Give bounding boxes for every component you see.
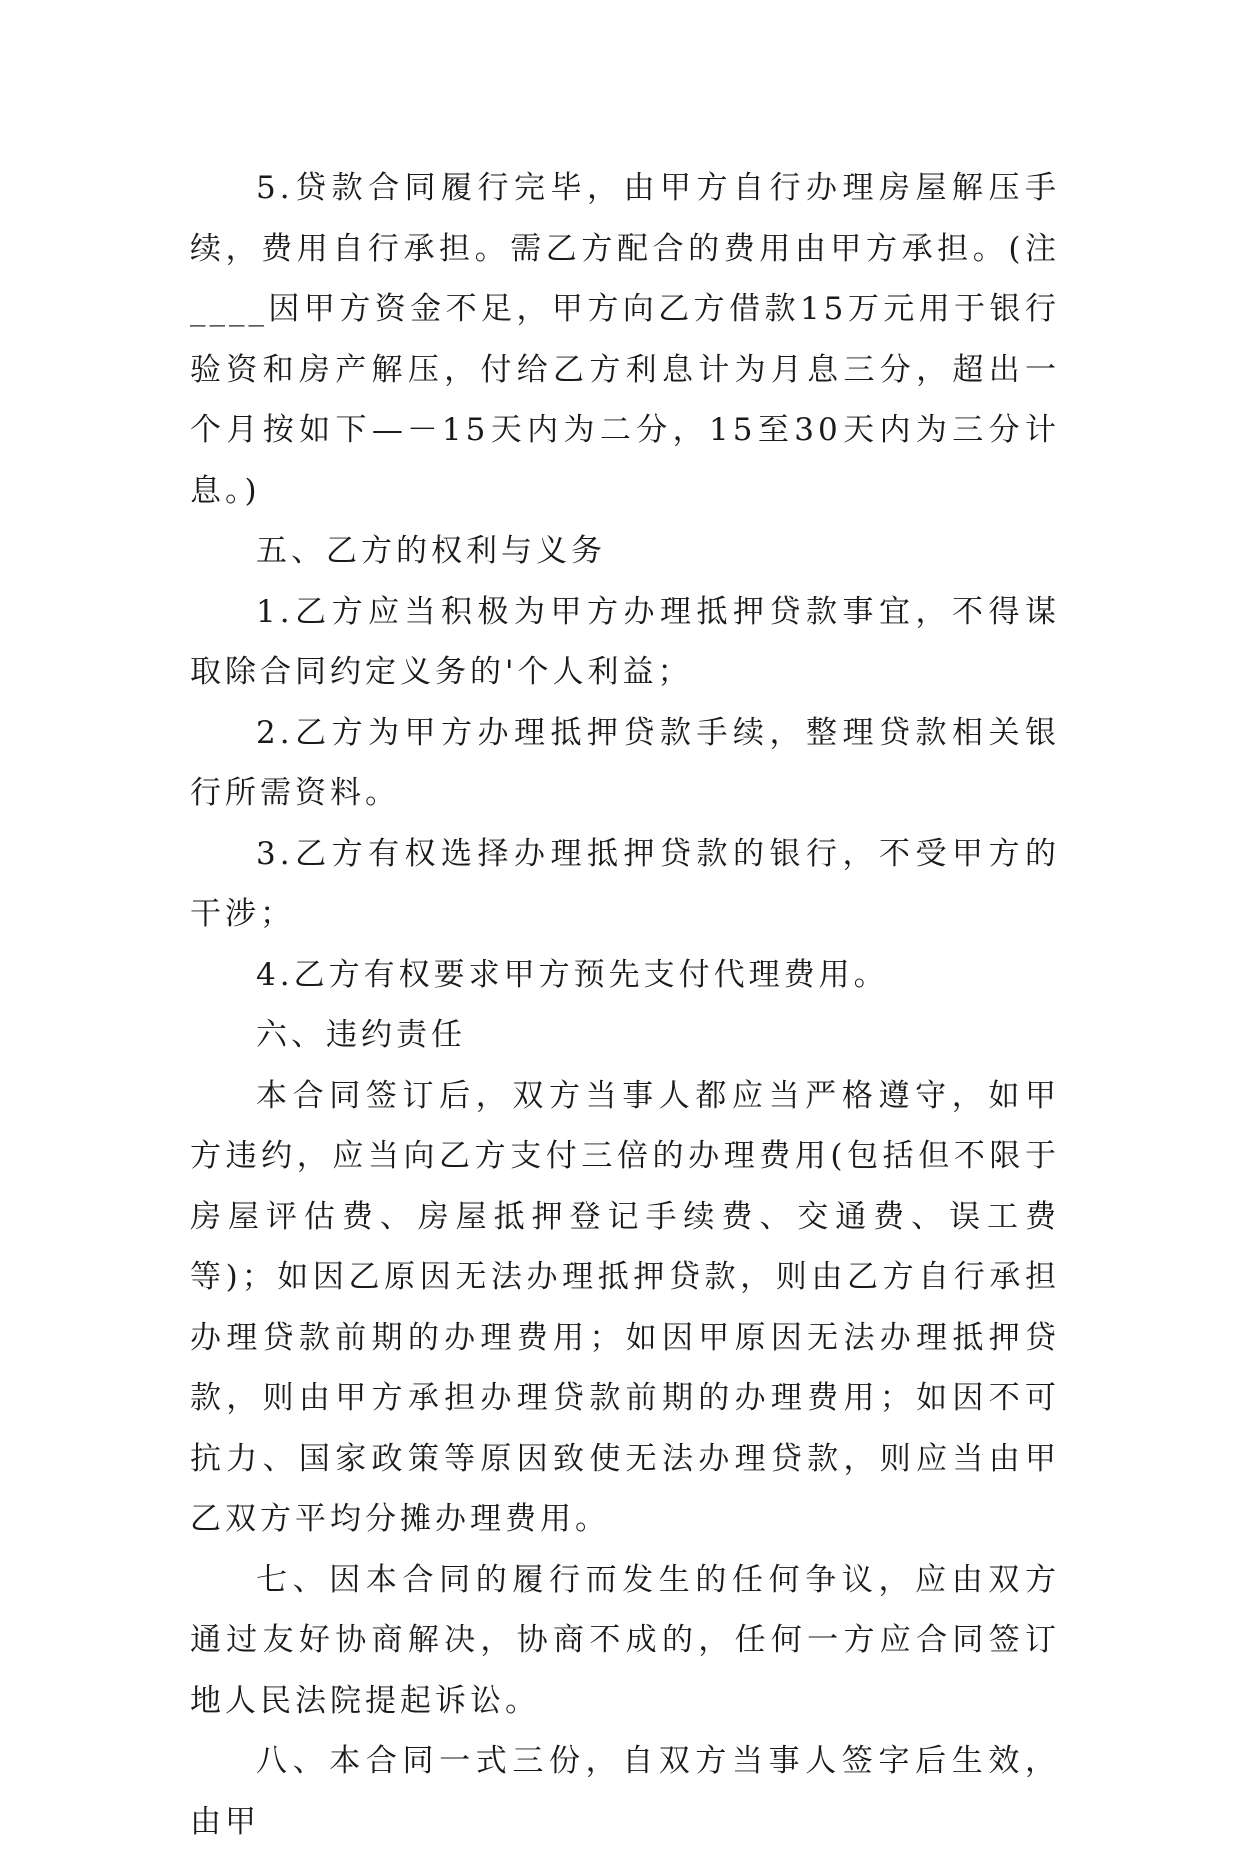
party-b-duty-1: 1.乙方应当积极为甲方办理抵押贷款事宜，不得谋取除合同约定义务的'个人利益；	[190, 593, 1060, 690]
section-6-heading: 六、违约责任	[256, 1017, 466, 1053]
breach-liability-paragraph: 本合同签订后，双方当事人都应当严格遵守，如甲方违约，应当向乙方支付三倍的办理费用(包括但不限于房屋评估费、房屋抵押登记手续费、交通费、误工费等)；如因乙原因无法办理抵押贷款，则由乙方自行承担办理贷款前期的办理费用；如因甲原因无法办理抵押贷款，则由甲方承担办理贷款前期的办理费用；如因不可抗力、国家政策等原因致使无法办理贷款，则应当由甲乙双方平均分摊办理费用。	[190, 1077, 1060, 1537]
party-b-right-3: 3.乙方有权选择办理抵押贷款的银行，不受甲方的干涉；	[190, 835, 1060, 932]
section-7-dispute: 七、因本合同的履行而发生的任何争议，应由双方通过友好协商解决，协商不成的，任何一方应合同签订地人民法院提起诉讼。	[190, 1561, 1060, 1719]
party-b-right-4: 4.乙方有权要求甲方预先支付代理费用。	[256, 956, 889, 993]
party-b-duty-2: 2.乙方为甲方办理抵押贷款手续，整理贷款相关银行所需资料。	[190, 714, 1060, 811]
section-5-heading: 五、乙方的权利与义务	[256, 533, 606, 569]
document-body	[190, 158, 1060, 1852]
clause-5-loan-completion: 5.贷款合同履行完毕，由甲方自行办理房屋解压手续，费用自行承担。需乙方配合的费用由甲方承担。(注____因甲方资金不足，甲方向乙方借款15万元用于银行验资和房产解压，付给乙方利息计为月息三分，超出一个月按如下—－15天内为二分，15至30天内为三分计息。)	[190, 170, 1060, 509]
section-8-copies: 八、本合同一式三份，自双方当事人签字后生效，由甲	[190, 1743, 1060, 1840]
